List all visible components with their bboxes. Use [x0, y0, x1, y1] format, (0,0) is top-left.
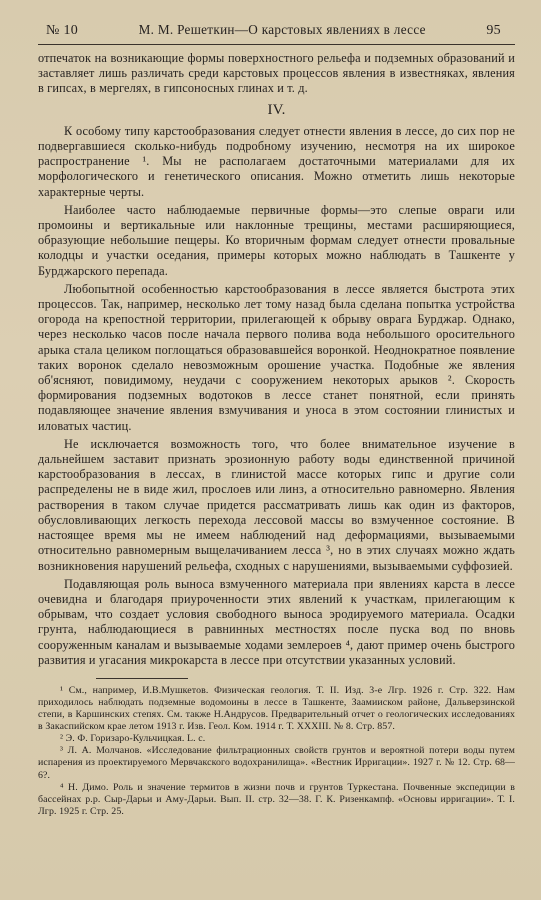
- footnote-4: ⁴ Н. Димо. Роль и значение термитов в жизни почв и грунтов Туркестана. Почвенные экспедиции в бассейнах р.р. Сыр-Дарьи и Аму-Дарьи. Вып. II. стр. 32—38. Г. К. Ризенкампф. «Основы ирригации». Т. I. Лгр. 1925 г. Стр. 25.: [38, 781, 515, 817]
- running-title: М. М. Решеткин—О карстовых явлениях в лессе: [138, 22, 426, 37]
- journal-number: № 10: [46, 23, 79, 38]
- continuation-paragraph: отпечаток на возникающие формы поверхностного рельефа и подземных образований и заставляет лишь различать среди карстовых процессов явления в известняках, явления в гипсах, в мергелях, в гипсоносных глинах и т. д.: [38, 51, 515, 96]
- section-number: IV.: [267, 101, 286, 118]
- footnote-2: ² Э. Ф. Горизарo-Кульчицкая. L. c.: [60, 733, 206, 745]
- footnote-1: ¹ См., например, И.В.Мушкетов. Физическая геология. Т. II. Изд. 3-е Лгр. 1926 г. Стр. 322. Нам приходилось наблюдать подземные водомоины в лессе в Ташкенте, Заамииском районе, Дальверзинской степи, в Каршинских степях. См. также Н.Андрусов. Предварительный отчет о геологических исследованиях в Закаспийском крае летом 1913 г. Изв. Геол. Ком. 1914 г. Т. XXXIII. № 8. Стр. 857.: [38, 684, 515, 733]
- running-header: [38, 22, 515, 39]
- footnote-rule: [96, 678, 188, 679]
- footnotes: [38, 685, 515, 818]
- footnote-3: ³ Л. А. Молчанов. «Исследование фильтрационных свойств грунтов и вероятной потери воды путем испарения из проектируемого Мервчакского водохранилища». «Вестник Ирригации». 1927 г. № 12. Стр. 68—6?.: [38, 745, 515, 781]
- body-text: [38, 51, 515, 668]
- paragraph-2: Наиболее часто наблюдаемые первичные формы—это слепые овраги или промоины и вертикальные или наклонные трещины, местами расширяющиеся, образующие небольшие пещеры. Ко вторичным формам следует отнести провальные колодцы и участки оседания, примеры которых можно наблюдать в Ташкенте у Бурджарского перепада.: [38, 202, 515, 278]
- header-rule: [38, 44, 515, 45]
- paragraph-3: Любопытной особенностью карстообразования в лессе является быстрота этих процессов. Так, например, несколько лет тому назад была сделана попытка устройства огорода на крепостной территории, прилегающей к обрыву оврага Бурджар. Однако, через несколько часов после начала первого полива вода небольшого оросительного арыка стала целиком поглощаться образовавшейся воронкой. Неоднократное появление таких воронок сделало невозможным орошение участка. Подобные же явления об'ясняют, повидимому, неудачи с сооружением некоторых арыков ². Скорость формирования подземных водотоков в лессе станет понятной, если принять подавляющее значение явления взмучивания и уноса в этом состоянии глинистых и иловатых частиц.: [38, 281, 515, 433]
- page-number: 95: [486, 23, 501, 38]
- paragraph-4: Не исключается возможность того, что более внимательное изучение в дальнейшем заставит признать эрозионную работу воды единственной причиной карстообразования в лессах, в глинистой массе которых гипс и другие соли распределены не в виде жил, прослоев или линз, а относительно равномерно. Явления растворения в таком случае придется рассматривать лишь как один из факторов, обусловливающих легкость перехода лессовой массы во взмученное состояние. В настоящее время мы не имеем наблюдений над деформациями, вызываемыми относительно равномерным выщелачиванием лесса ³, но в этих случаях можно ждать возникновения нарушений рельефа, сходных с нарушениями, вызываемыми суффозией.: [38, 436, 515, 573]
- paragraph-5: Подавляющая роль выноса взмученного материала при явлениях карста в лессе очевидна и благодаря приуроченности этих явлений к участкам, прилегающим к обрывам, что создает условия свободного выноса эродируемого материала. Осадки грунта, наблюдающиеся в равнинных местностях после пуска вод по вновь сооруженным каналам и вызываемые ходами землероев ⁴, дают пример очень быстрого развития и угасания микрокарста в лессе при отсутствии указанных условий.: [38, 576, 515, 667]
- paragraph-1: К особому типу карстообразования следует отнести явления в лессе, до сих пор не подвергавшиеся сколько-нибудь подробному изучению, несмотря на их широкое распространение ¹. Мы не располагаем достаточными материалами для их морфологического и генетического описания. Можно отметить лишь некоторые характерные черты.: [38, 123, 515, 199]
